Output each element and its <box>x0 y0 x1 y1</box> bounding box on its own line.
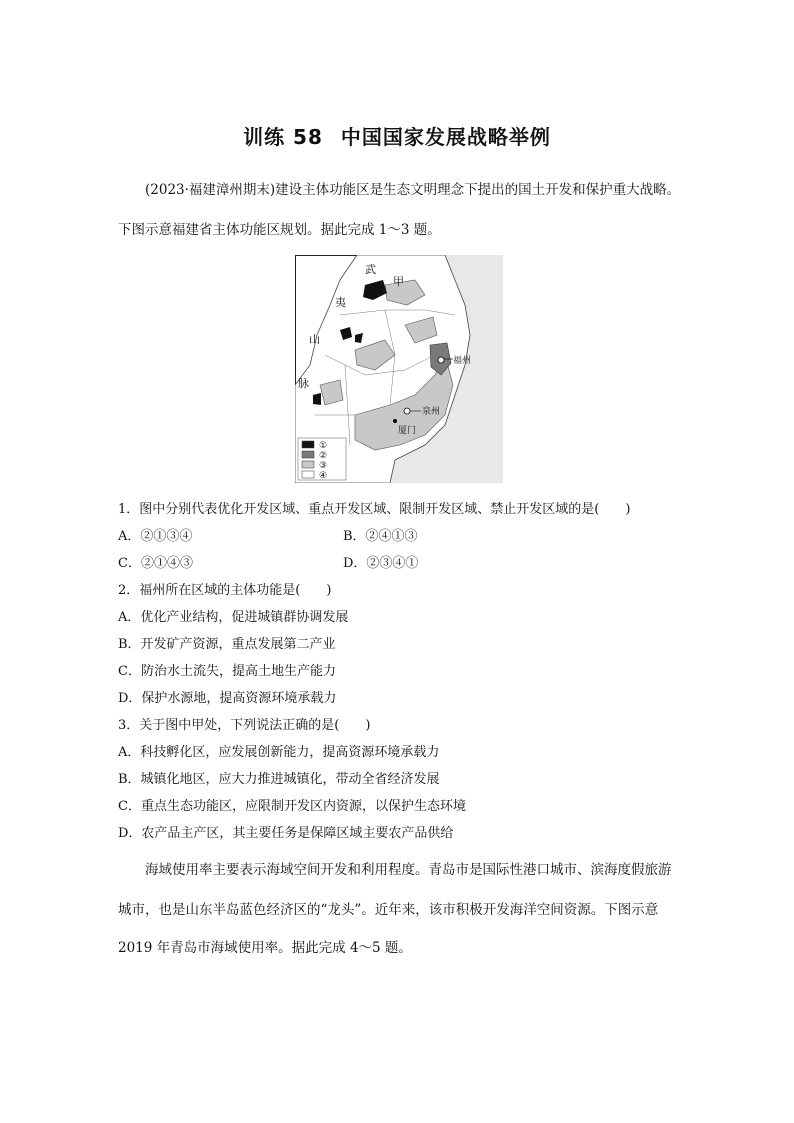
label-jia: 甲 <box>393 275 404 288</box>
q2-option-a[interactable]: A．优化产业结构，促进城镇群协调发展 <box>118 610 349 625</box>
legend-1: ① <box>319 441 328 451</box>
passage2-line-1: 海域使用率主要表示海域空间开发和利用程度。青岛市是国际性港口城市、滨海度假旅游 <box>145 862 672 878</box>
label-wu: 武 <box>365 263 376 276</box>
legend-swatch-3 <box>302 461 314 468</box>
q1-option-c[interactable]: C．②①④③ <box>118 556 193 571</box>
map-legend <box>298 438 346 481</box>
legend-4: ④ <box>319 471 328 481</box>
label-mai: 脉 <box>298 377 309 390</box>
passage2-line-2: 城市，也是山东半岛蓝色经济区的“龙头”。近年来，该市积极开发海洋空间资源。下图示意 <box>118 902 659 918</box>
legend-swatch-4 <box>302 471 314 478</box>
q3-option-c[interactable]: C．重点生态功能区，应限制开发区内资源，以保护生态环境 <box>118 799 466 814</box>
q1-option-d[interactable]: D．②③④① <box>343 556 419 571</box>
label-shan: 山 <box>309 333 320 346</box>
exercise-number: 训练 58 <box>243 125 323 149</box>
legend-swatch-1 <box>302 441 314 448</box>
label-quanzhou: 泉州 <box>422 407 441 417</box>
q3-option-a[interactable]: A．科技孵化区，应发展创新能力，提高资源环境承载力 <box>118 745 440 760</box>
intro-line-2: 下图示意福建省主体功能区规划。据此完成 1～3 题。 <box>118 222 441 238</box>
region-1-southwest <box>313 393 321 405</box>
intro-line-1: (2023·福建漳州期末)建设主体功能区是生态文明理念下提出的国土开发和保护重大战略。 <box>145 182 681 198</box>
question-2-stem: 2．福州所在区域的主体功能是( ) <box>118 583 332 598</box>
question-1-stem: 1．图中分别代表优化开发区域、重点开发区域、限制开发区域、禁止开发区域的是( ) <box>118 502 631 517</box>
label-yi: 夷 <box>335 296 346 309</box>
legend-2: ② <box>319 451 328 461</box>
xiamen-marker <box>393 419 397 423</box>
fuzhou-marker <box>438 357 444 363</box>
exercise-title: 中国国家发展战略举例 <box>340 125 551 149</box>
passage2-line-3: 2019 年青岛市海域使用率。据此完成 4～5 题。 <box>118 940 412 956</box>
legend-3: ③ <box>319 461 328 471</box>
q3-option-b[interactable]: B．城镇化地区，应大力推进城镇化，带动全省经济发展 <box>118 772 440 787</box>
q2-option-b[interactable]: B．开发矿产资源，重点发展第二产业 <box>118 637 336 652</box>
q1-option-a[interactable]: A．②①③④ <box>118 529 193 544</box>
quanzhou-marker <box>404 408 410 414</box>
q2-option-d[interactable]: D．保护水源地，提高资源环境承载力 <box>118 691 337 706</box>
label-xiamen: 厦门 <box>398 426 417 436</box>
label-fuzhou: 福州 <box>453 356 472 366</box>
legend-swatch-2 <box>302 451 314 458</box>
question-3-stem: 3．关于图中甲处，下列说法正确的是( ) <box>118 718 371 733</box>
q3-option-d[interactable]: D．农产品主产区，其主要任务是保障区域主要农产品供给 <box>118 826 454 841</box>
q2-option-c[interactable]: C．防治水土流失，提高土地生产能力 <box>118 664 336 679</box>
page-title <box>0 121 794 150</box>
fujian-zoning-map <box>295 255 503 483</box>
q1-option-b[interactable]: B．②④①③ <box>343 529 418 544</box>
